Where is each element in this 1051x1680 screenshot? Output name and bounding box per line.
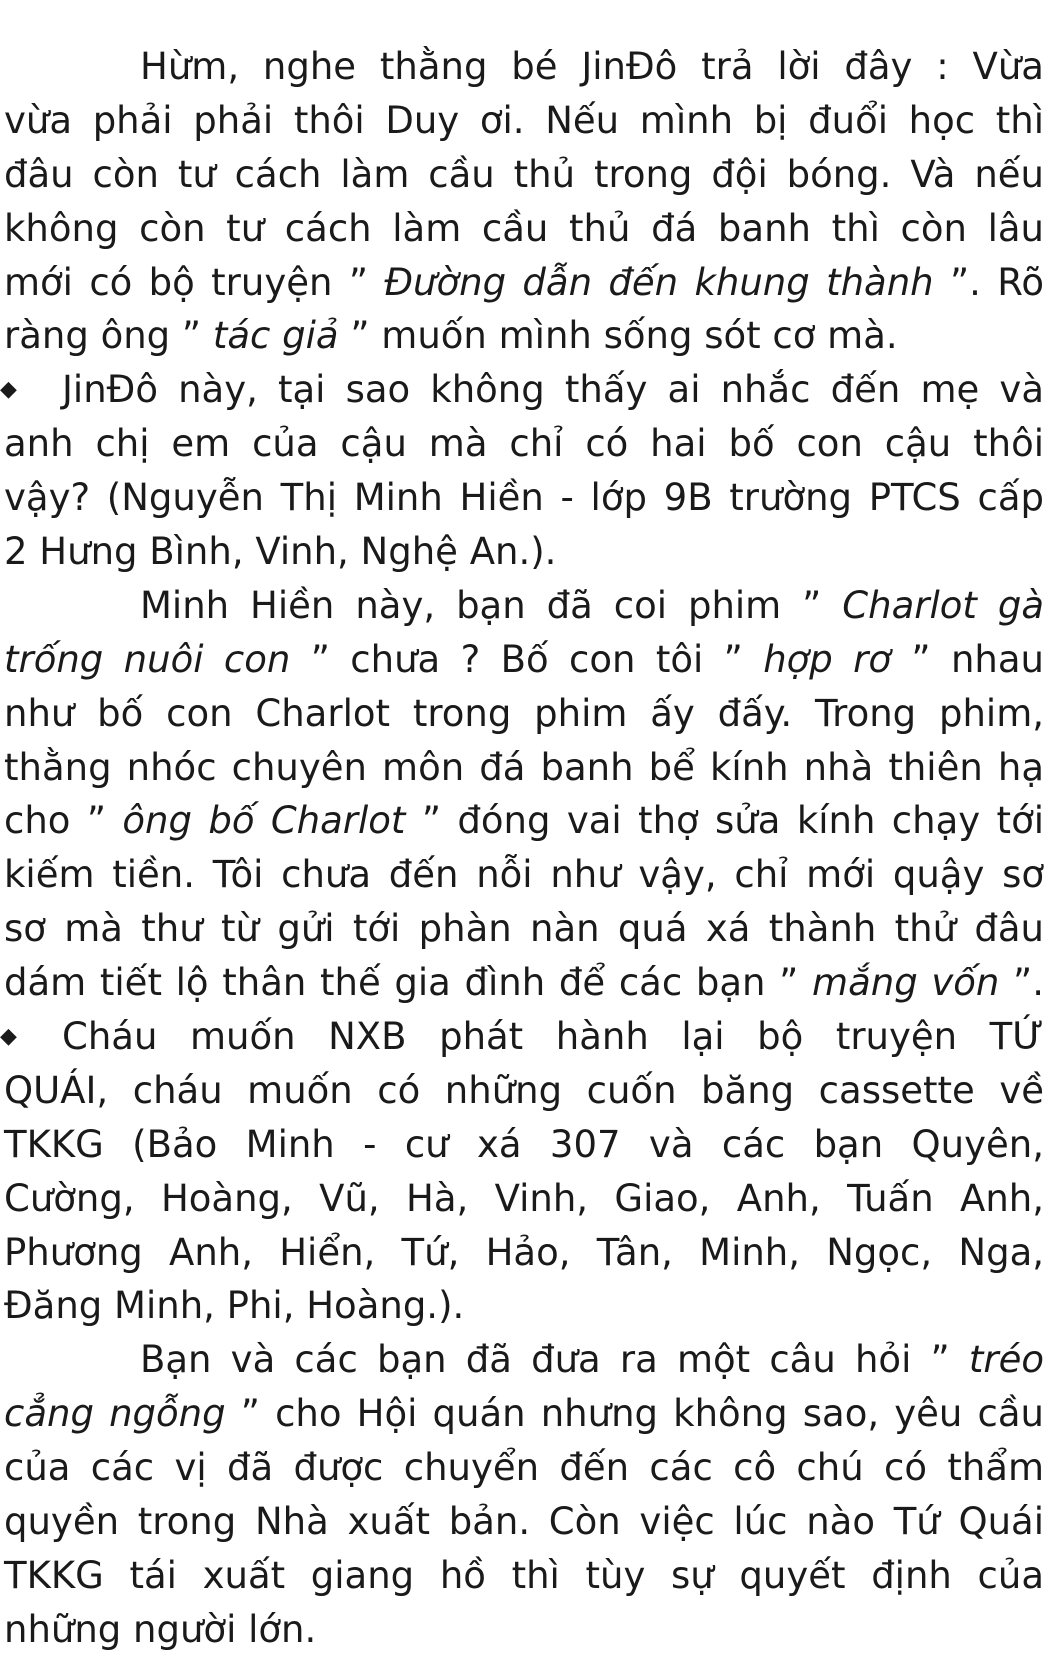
text-line — [0, 525, 1044, 579]
text-run: kiếm tiền. Tôi chưa đến nỗi như vậy, chỉ mới quậy sơ — [4, 853, 1044, 897]
text-line — [0, 956, 1044, 1010]
text-run: ”. — [999, 961, 1044, 1005]
text-line — [0, 579, 1044, 633]
text-run: Cường, Hoàng, Vũ, Hà, Vinh, Giao, Anh, Tuấn Anh, — [4, 1176, 1044, 1220]
text-line — [0, 256, 1044, 310]
text-line — [0, 1333, 1044, 1387]
text-run: anh chị em của cậu mà chỉ có hai bố con cậu thôi — [4, 422, 1044, 466]
bullet-icon: ◆ — [0, 377, 17, 403]
text-line — [0, 687, 1044, 741]
text-line — [0, 1118, 1044, 1172]
text-line — [0, 848, 1044, 902]
text-run: quyền trong Nhà xuất bản. Còn việc lúc nào Tứ Quái — [4, 1500, 1044, 1544]
text-line — [0, 1549, 1044, 1603]
text-line — [0, 741, 1044, 795]
text-run: vừa phải phải thôi Duy ơi. Nếu mình bị đuổi học thì — [4, 98, 1044, 142]
italic-phrase: tréo — [968, 1338, 1044, 1382]
italic-phrase: Đường dẫn đến khung thành — [384, 260, 934, 304]
italic-phrase: ông bố Charlot — [122, 799, 406, 843]
text-run: ”. Rõ — [933, 260, 1044, 304]
document-page — [0, 40, 1044, 1657]
text-run: ” chưa ? Bố con tôi ” — [290, 637, 764, 681]
text-line — [0, 1603, 1044, 1657]
italic-phrase: trống nuôi con — [4, 637, 291, 681]
text-run: Minh Hiền này, bạn đã coi phim ” — [140, 583, 843, 627]
text-run: của các vị đã được chuyển đến các cô chú có thẩm — [4, 1446, 1044, 1490]
text-line — [0, 417, 1044, 471]
bullet-icon: ◆ — [0, 1024, 17, 1050]
text-run: ” muốn mình sống sót cơ mà. — [338, 314, 898, 358]
text-run: TKKG tái xuất giang hồ thì tùy sự quyết định của — [4, 1553, 1044, 1597]
text-run: những người lớn. — [4, 1607, 317, 1651]
text-run: cho ” — [4, 799, 123, 843]
text-run: ràng ông ” — [4, 314, 213, 358]
text-run: như bố con Charlot trong phim ấy đấy. Trong phim, — [4, 691, 1044, 735]
text-line — [0, 1064, 1044, 1118]
italic-phrase: mắng vốn — [812, 961, 1000, 1005]
text-run: Bạn và các bạn đã đưa ra một câu hỏi ” — [140, 1338, 969, 1382]
text-run: ” nhau — [891, 637, 1044, 681]
text-line — [0, 1279, 1044, 1333]
text-run: sơ mà thư từ gửi tới phàn nàn quá xá thành thử đâu — [4, 907, 1044, 951]
text-run: mới có bộ truyện ” — [4, 260, 385, 304]
text-line — [0, 471, 1044, 525]
text-line — [0, 1495, 1044, 1549]
text-run: đâu còn tư cách làm cầu thủ trong đội bóng. Và nếu — [4, 152, 1044, 196]
text-run: ” đóng vai thợ sửa kính chạy tới — [405, 799, 1044, 843]
text-run: Đăng Minh, Phi, Hoàng.). — [4, 1284, 465, 1328]
text-line — [0, 363, 1044, 417]
text-run: không còn tư cách làm cầu thủ đá banh thì còn lâu — [4, 206, 1044, 250]
text-run: 2 Hưng Bình, Vinh, Nghệ An.). — [4, 530, 557, 574]
italic-phrase: hợp rơ — [763, 637, 892, 681]
italic-phrase: tác giả — [212, 314, 339, 358]
text-line — [0, 1441, 1044, 1495]
text-run: TKKG (Bảo Minh - cư xá 307 và các bạn Quyên, — [4, 1122, 1044, 1166]
text-run: JinĐô này, tại sao không thấy ai nhắc đến mẹ và — [62, 368, 1044, 412]
text-line — [0, 1226, 1044, 1280]
text-run: Hừm, nghe thằng bé JinĐô trả lời đây : Vừa — [140, 45, 1044, 88]
text-run: Cháu muốn NXB phát hành lại bộ truyện TỨ — [62, 1015, 1044, 1059]
text-run: ” cho Hội quán nhưng không sao, yêu cầu — [225, 1392, 1044, 1436]
text-line — [0, 1387, 1044, 1441]
text-run: QUÁI, cháu muốn có những cuốn băng cassette về — [4, 1068, 1044, 1112]
text-line — [0, 902, 1044, 956]
text-run: dám tiết lộ thân thế gia đình để các bạn ” — [4, 961, 813, 1005]
text-run: thằng nhóc chuyên môn đá banh bể kính nhà thiên hạ — [4, 745, 1044, 789]
text-line — [0, 309, 1044, 363]
text-line — [0, 40, 1044, 94]
text-run: Phương Anh, Hiển, Tứ, Hảo, Tân, Minh, Ngọc, Nga, — [4, 1230, 1044, 1274]
text-line — [0, 148, 1044, 202]
text-line — [0, 794, 1044, 848]
text-line — [0, 202, 1044, 256]
italic-phrase: cẳng ngỗng — [4, 1392, 226, 1436]
text-line — [0, 94, 1044, 148]
text-line — [0, 1010, 1044, 1064]
text-run: vậy? (Nguyễn Thị Minh Hiền - lớp 9B trường PTCS cấp — [4, 476, 1044, 520]
italic-phrase: Charlot gà — [842, 583, 1044, 627]
text-line — [0, 1172, 1044, 1226]
text-line — [0, 633, 1044, 687]
